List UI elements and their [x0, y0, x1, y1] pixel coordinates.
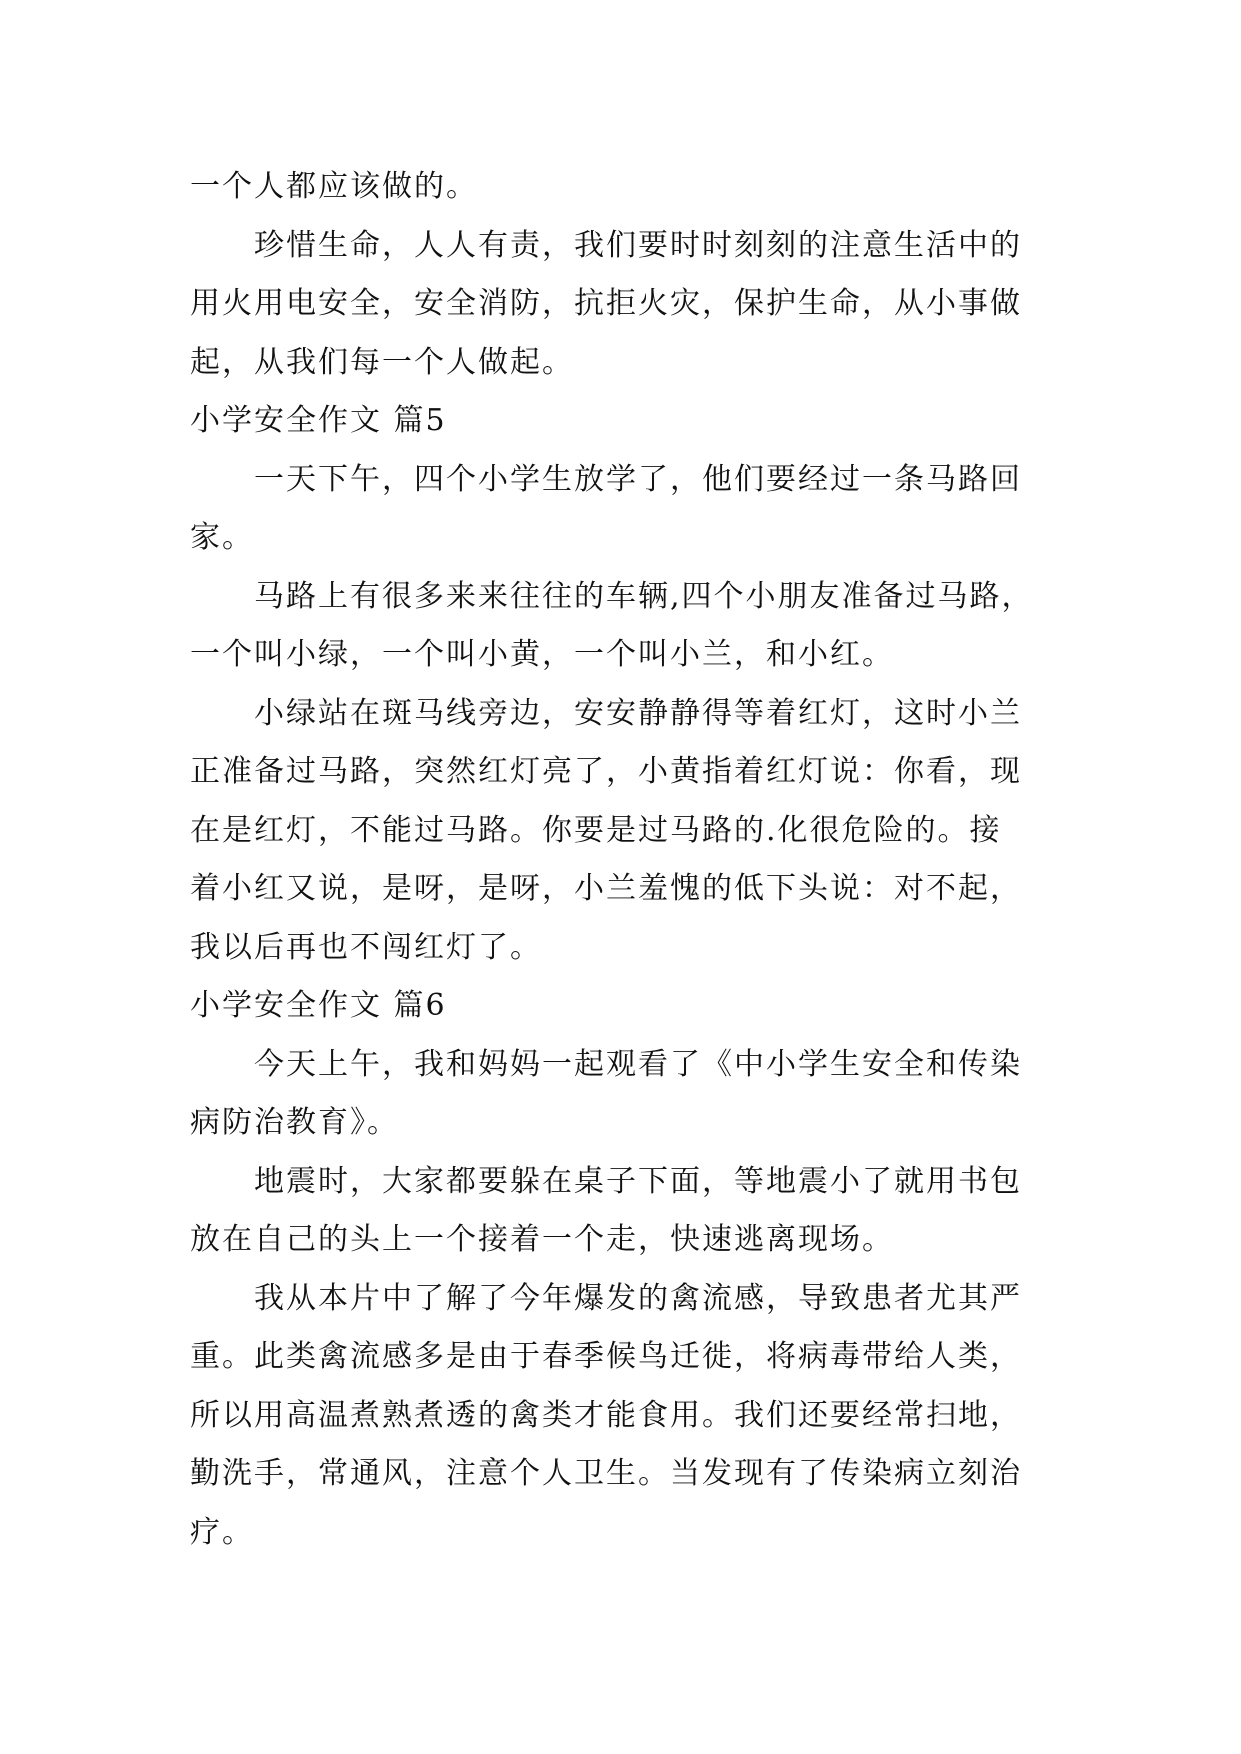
- paragraph-line: 勤洗手，常通风，注意个人卫生。当发现有了传染病立刻治: [190, 1456, 1022, 1491]
- paragraph-line: 正准备过马路，突然红灯亮了，小黄指着红灯说：你看，现: [190, 754, 1022, 789]
- section-heading: 小学安全作文 篇5: [190, 403, 447, 438]
- paragraph-line: 今天上午，我和妈妈一起观看了《中小学生安全和传染: [254, 1046, 1022, 1082]
- paragraph-line: 一天下午，四个小学生放学了，他们要经过一条马路回: [254, 461, 1022, 497]
- paragraph-line: 我从本片中了解了今年爆发的禽流感，导致患者尤其严: [254, 1280, 1022, 1316]
- paragraph-line: 起，从我们每一个人做起。: [190, 344, 574, 380]
- paragraph-line: 疗。: [190, 1514, 254, 1550]
- paragraph-line: 所以用高温煮熟煮透的禽类才能食用。我们还要经常扫地，: [190, 1397, 1022, 1433]
- document-body: [190, 158, 1060, 1562]
- paragraph-line: 重。此类禽流感多是由于春季候鸟迁徙，将病毒带给人类，: [190, 1339, 1022, 1374]
- paragraph-line: 病防治教育》。: [190, 1105, 399, 1140]
- paragraph-line: 着小红又说，是呀，是呀，小兰羞愧的低下头说：对不起，: [190, 871, 1022, 906]
- section-heading: 小学安全作文 篇6: [190, 988, 447, 1023]
- paragraph-line: 一个叫小绿，一个叫小黄，一个叫小兰，和小红。: [190, 637, 894, 672]
- paragraph-line: 小绿站在斑马线旁边，安安静静得等着红灯，这时小兰: [254, 695, 1022, 731]
- paragraph-line: 放在自己的头上一个接着一个走，快速逃离现场。: [190, 1222, 894, 1257]
- paragraph-line: 马路上有很多来来往往的车辆,四个小朋友准备过马路，: [254, 578, 1034, 614]
- paragraph-line: 在是红灯，不能过马路。你要是过马路的.化很危险的。接: [190, 812, 1002, 848]
- paragraph-line: 用火用电安全，安全消防，抗拒火灾，保护生命，从小事做: [190, 286, 1022, 321]
- paragraph-line: 地震时，大家都要躲在桌子下面，等地震小了就用书包: [254, 1163, 1022, 1199]
- paragraph-line: 一个人都应该做的。: [190, 169, 478, 204]
- paragraph-line: 我以后再也不闯红灯了。: [190, 929, 542, 965]
- paragraph-line: 家。: [190, 520, 254, 555]
- paragraph-line: 珍惜生命，人人有责，我们要时时刻刻的注意生活中的: [254, 227, 1022, 263]
